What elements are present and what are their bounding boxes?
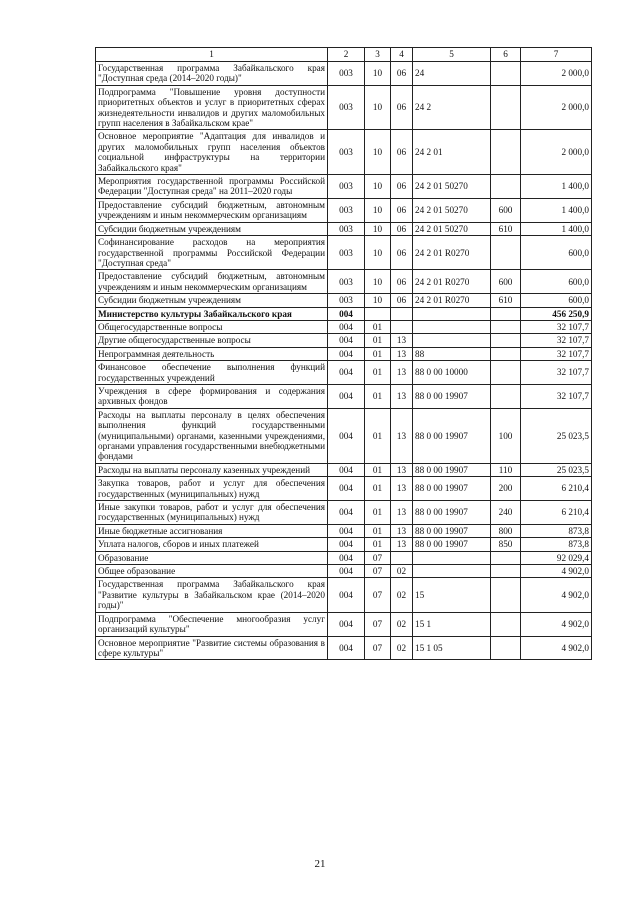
- cell-amount: 32 107,7: [521, 334, 592, 347]
- cell-amount: 32 107,7: [521, 320, 592, 333]
- cell-subsection: 13: [391, 384, 413, 408]
- cell-section: 10: [365, 294, 391, 307]
- cell-expense-type: [491, 551, 521, 564]
- cell-expense-type: [491, 236, 521, 270]
- cell-subsection: [391, 551, 413, 564]
- table-row: [96, 578, 592, 612]
- cell-name: Закупка товаров, работ и услуг для обеспечения государственных (муниципальных) нужд: [96, 477, 328, 501]
- table-row: [96, 361, 592, 385]
- cell-expense-type: [491, 175, 521, 199]
- cell-section: 07: [365, 551, 391, 564]
- cell-expense-type: [491, 320, 521, 333]
- cell-ministry-code: 004: [328, 347, 365, 360]
- table-row: [96, 408, 592, 463]
- cell-ministry-code: 004: [328, 307, 365, 320]
- cell-ministry-code: 003: [328, 130, 365, 175]
- cell-ministry-code: 004: [328, 578, 365, 612]
- cell-amount: 32 107,7: [521, 347, 592, 360]
- cell-target-article: 24 2 01: [413, 130, 491, 175]
- cell-expense-type: [491, 384, 521, 408]
- cell-target-article: 15 1 05: [413, 636, 491, 660]
- cell-target-article: 15: [413, 578, 491, 612]
- cell-name: Субсидии бюджетным учреждениям: [96, 294, 328, 307]
- cell-expense-type: [491, 334, 521, 347]
- table-row: [96, 270, 592, 294]
- cell-amount: 873,8: [521, 524, 592, 537]
- cell-amount: 4 902,0: [521, 578, 592, 612]
- cell-section: 10: [365, 62, 391, 86]
- cell-target-article: [413, 565, 491, 578]
- cell-name: Расходы на выплаты персоналу в целях обеспечения выполнения функций государственными (муниципальными) органами, казенными учреждениями, органами управления государственными внебюджетными фондами: [96, 408, 328, 463]
- cell-section: 10: [365, 222, 391, 235]
- cell-ministry-code: 004: [328, 551, 365, 564]
- cell-section: 10: [365, 198, 391, 222]
- cell-amount: 6 210,4: [521, 477, 592, 501]
- cell-subsection: 13: [391, 408, 413, 463]
- cell-amount: 4 902,0: [521, 612, 592, 636]
- cell-ministry-code: 003: [328, 236, 365, 270]
- cell-amount: 600,0: [521, 294, 592, 307]
- cell-amount: 456 250,9: [521, 307, 592, 320]
- cell-ministry-code: 004: [328, 463, 365, 476]
- page-number: 21: [314, 858, 326, 870]
- cell-name: Основное мероприятие "Развитие системы образования в сфере культуры": [96, 636, 328, 660]
- cell-expense-type: [491, 612, 521, 636]
- cell-target-article: [413, 307, 491, 320]
- cell-ministry-code: 003: [328, 62, 365, 86]
- cell-ministry-code: 003: [328, 294, 365, 307]
- cell-section: 01: [365, 538, 391, 551]
- cell-amount: 600,0: [521, 270, 592, 294]
- cell-name: Мероприятия государственной программы Российской Федерации "Доступная среда" на 2011–2020 годы: [96, 175, 328, 199]
- cell-ministry-code: 004: [328, 501, 365, 525]
- cell-name: Общегосударственные вопросы: [96, 320, 328, 333]
- table-row: [96, 636, 592, 660]
- cell-name: Предоставление субсидий бюджетным, автономным учреждениям и иным некоммерческим организациям: [96, 270, 328, 294]
- cell-name: Учреждения в сфере формирования и содержания архивных фондов: [96, 384, 328, 408]
- table-row: [96, 62, 592, 86]
- cell-amount: 25 023,5: [521, 408, 592, 463]
- cell-ministry-code: 004: [328, 320, 365, 333]
- cell-name: Непрограммная деятельность: [96, 347, 328, 360]
- cell-expense-type: [491, 361, 521, 385]
- table-row: [96, 320, 592, 333]
- cell-expense-type: [491, 565, 521, 578]
- column-header: 5: [413, 48, 491, 62]
- cell-amount: 1 400,0: [521, 198, 592, 222]
- cell-target-article: 88 0 00 10000: [413, 361, 491, 385]
- table-row: [96, 463, 592, 476]
- cell-expense-type: 850: [491, 538, 521, 551]
- cell-amount: 2 000,0: [521, 85, 592, 130]
- cell-section: 01: [365, 334, 391, 347]
- table-row: [96, 294, 592, 307]
- cell-ministry-code: 004: [328, 636, 365, 660]
- cell-section: 01: [365, 477, 391, 501]
- cell-name: Предоставление субсидий бюджетным, автономным учреждениям и иным некоммерческим организациям: [96, 198, 328, 222]
- cell-expense-type: [491, 307, 521, 320]
- cell-expense-type: [491, 62, 521, 86]
- cell-subsection: 06: [391, 270, 413, 294]
- cell-ministry-code: 004: [328, 538, 365, 551]
- cell-subsection: 06: [391, 198, 413, 222]
- cell-subsection: 06: [391, 294, 413, 307]
- cell-subsection: 06: [391, 85, 413, 130]
- cell-target-article: 24: [413, 62, 491, 86]
- cell-ministry-code: 004: [328, 334, 365, 347]
- cell-section: 10: [365, 270, 391, 294]
- cell-name: Другие общегосударственные вопросы: [96, 334, 328, 347]
- cell-target-article: 88 0 00 19907: [413, 477, 491, 501]
- cell-expense-type: [491, 130, 521, 175]
- table-row: [96, 222, 592, 235]
- cell-target-article: 88 0 00 19907: [413, 524, 491, 537]
- cell-amount: 2 000,0: [521, 62, 592, 86]
- cell-name: Государственная программа Забайкальского края "Развитие культуры в Забайкальском крае (2014–2020 годы)": [96, 578, 328, 612]
- table-row: [96, 85, 592, 130]
- cell-expense-type: 100: [491, 408, 521, 463]
- column-header: 6: [491, 48, 521, 62]
- cell-ministry-code: 004: [328, 612, 365, 636]
- cell-target-article: 24 2 01 R0270: [413, 270, 491, 294]
- cell-amount: 32 107,7: [521, 361, 592, 385]
- cell-ministry-code: 004: [328, 384, 365, 408]
- cell-amount: 873,8: [521, 538, 592, 551]
- cell-amount: 32 107,7: [521, 384, 592, 408]
- cell-ministry-code: 003: [328, 175, 365, 199]
- cell-name: Образование: [96, 551, 328, 564]
- cell-ministry-code: 004: [328, 524, 365, 537]
- cell-subsection: 13: [391, 463, 413, 476]
- cell-expense-type: 600: [491, 198, 521, 222]
- cell-subsection: 13: [391, 347, 413, 360]
- cell-target-article: 24 2 01 R0270: [413, 236, 491, 270]
- cell-target-article: 88 0 00 19907: [413, 408, 491, 463]
- table-row: [96, 384, 592, 408]
- cell-target-article: 24 2 01 50270: [413, 222, 491, 235]
- cell-subsection: 13: [391, 361, 413, 385]
- cell-amount: 4 902,0: [521, 565, 592, 578]
- table-row: [96, 477, 592, 501]
- column-header: 4: [391, 48, 413, 62]
- table-body: [96, 62, 592, 660]
- cell-ministry-code: 003: [328, 222, 365, 235]
- column-header: 3: [365, 48, 391, 62]
- column-header: 2: [328, 48, 365, 62]
- cell-name: Подпрограмма "Обеспечение многообразия услуг организаций культуры": [96, 612, 328, 636]
- cell-target-article: 88 0 00 19907: [413, 538, 491, 551]
- cell-subsection: 02: [391, 578, 413, 612]
- cell-expense-type: [491, 85, 521, 130]
- cell-expense-type: 240: [491, 501, 521, 525]
- cell-subsection: 13: [391, 538, 413, 551]
- cell-subsection: [391, 320, 413, 333]
- cell-subsection: 06: [391, 222, 413, 235]
- cell-amount: 92 029,4: [521, 551, 592, 564]
- column-header: 7: [521, 48, 592, 62]
- column-header: 1: [96, 48, 328, 62]
- cell-section: 10: [365, 175, 391, 199]
- cell-ministry-code: 003: [328, 198, 365, 222]
- cell-subsection: 02: [391, 612, 413, 636]
- cell-target-article: 24 2 01 50270: [413, 175, 491, 199]
- cell-target-article: 24 2 01 R0270: [413, 294, 491, 307]
- table-row: [96, 524, 592, 537]
- cell-expense-type: 200: [491, 477, 521, 501]
- cell-subsection: 13: [391, 334, 413, 347]
- cell-target-article: 88 0 00 19907: [413, 463, 491, 476]
- cell-section: 10: [365, 130, 391, 175]
- cell-section: 10: [365, 236, 391, 270]
- cell-ministry-code: 003: [328, 85, 365, 130]
- table-row: [96, 175, 592, 199]
- cell-section: 07: [365, 636, 391, 660]
- cell-section: 01: [365, 501, 391, 525]
- cell-subsection: 13: [391, 524, 413, 537]
- cell-target-article: 24 2 01 50270: [413, 198, 491, 222]
- cell-section: 01: [365, 384, 391, 408]
- cell-amount: 1 400,0: [521, 175, 592, 199]
- table-row: [96, 307, 592, 320]
- cell-ministry-code: 004: [328, 361, 365, 385]
- cell-expense-type: [491, 347, 521, 360]
- table-row: [96, 198, 592, 222]
- table-row: [96, 236, 592, 270]
- table-row: [96, 538, 592, 551]
- cell-name: Финансовое обеспечение выполнения функций государственных учреждений: [96, 361, 328, 385]
- cell-subsection: 02: [391, 565, 413, 578]
- table-row: [96, 612, 592, 636]
- cell-name: Подпрограмма "Повышение уровня доступности приоритетных объектов и услуг в приоритетных сферах жизнедеятельности инвалидов и других маломобильных групп населения в Забайкальском крае": [96, 85, 328, 130]
- cell-section: [365, 307, 391, 320]
- cell-name: Расходы на выплаты персоналу казенных учреждений: [96, 463, 328, 476]
- cell-name: Министерство культуры Забайкальского края: [96, 307, 328, 320]
- cell-section: 10: [365, 85, 391, 130]
- cell-target-article: 88 0 00 19907: [413, 384, 491, 408]
- cell-section: 01: [365, 524, 391, 537]
- table-row: [96, 334, 592, 347]
- cell-subsection: 06: [391, 175, 413, 199]
- cell-name: Иные бюджетные ассигнования: [96, 524, 328, 537]
- cell-ministry-code: 004: [328, 565, 365, 578]
- cell-amount: 600,0: [521, 236, 592, 270]
- cell-expense-type: [491, 636, 521, 660]
- cell-name: Государственная программа Забайкальского края "Доступная среда (2014–2020 годы)": [96, 62, 328, 86]
- cell-target-article: 88: [413, 347, 491, 360]
- cell-expense-type: 600: [491, 270, 521, 294]
- header-row: [96, 48, 592, 62]
- cell-subsection: 13: [391, 477, 413, 501]
- table-row: [96, 565, 592, 578]
- cell-section: 01: [365, 361, 391, 385]
- table-row: [96, 347, 592, 360]
- cell-expense-type: 610: [491, 294, 521, 307]
- cell-section: 07: [365, 612, 391, 636]
- cell-amount: 2 000,0: [521, 130, 592, 175]
- cell-ministry-code: 004: [328, 408, 365, 463]
- cell-expense-type: 110: [491, 463, 521, 476]
- cell-section: 07: [365, 578, 391, 612]
- cell-name: Иные закупки товаров, работ и услуг для обеспечения государственных (муниципальных) нужд: [96, 501, 328, 525]
- cell-subsection: 06: [391, 62, 413, 86]
- cell-name: Софинансирование расходов на мероприятия государственной программы Российской Федерации "Доступная среда": [96, 236, 328, 270]
- cell-name: Уплата налогов, сборов и иных платежей: [96, 538, 328, 551]
- cell-amount: 6 210,4: [521, 501, 592, 525]
- cell-section: 01: [365, 320, 391, 333]
- cell-section: 01: [365, 408, 391, 463]
- cell-name: Общее образование: [96, 565, 328, 578]
- cell-ministry-code: 004: [328, 477, 365, 501]
- cell-subsection: [391, 307, 413, 320]
- cell-target-article: 24 2: [413, 85, 491, 130]
- cell-amount: 1 400,0: [521, 222, 592, 235]
- cell-amount: 25 023,5: [521, 463, 592, 476]
- cell-ministry-code: 003: [328, 270, 365, 294]
- cell-section: 01: [365, 347, 391, 360]
- cell-expense-type: 610: [491, 222, 521, 235]
- table-row: [96, 551, 592, 564]
- cell-subsection: 06: [391, 130, 413, 175]
- cell-expense-type: 800: [491, 524, 521, 537]
- cell-target-article: 88 0 00 19907: [413, 501, 491, 525]
- cell-section: 01: [365, 463, 391, 476]
- cell-target-article: [413, 551, 491, 564]
- cell-name: Основное мероприятие "Адаптация для инвалидов и других маломобильных групп населения объектов социальной инфраструктуры на территории Забайкальского края": [96, 130, 328, 175]
- table-row: [96, 130, 592, 175]
- cell-amount: 4 902,0: [521, 636, 592, 660]
- cell-expense-type: [491, 578, 521, 612]
- cell-subsection: 13: [391, 501, 413, 525]
- cell-name: Субсидии бюджетным учреждениям: [96, 222, 328, 235]
- cell-target-article: [413, 320, 491, 333]
- cell-target-article: [413, 334, 491, 347]
- cell-subsection: 06: [391, 236, 413, 270]
- cell-target-article: 15 1: [413, 612, 491, 636]
- table-row: [96, 501, 592, 525]
- budget-table: [95, 47, 592, 660]
- cell-subsection: 02: [391, 636, 413, 660]
- cell-section: 07: [365, 565, 391, 578]
